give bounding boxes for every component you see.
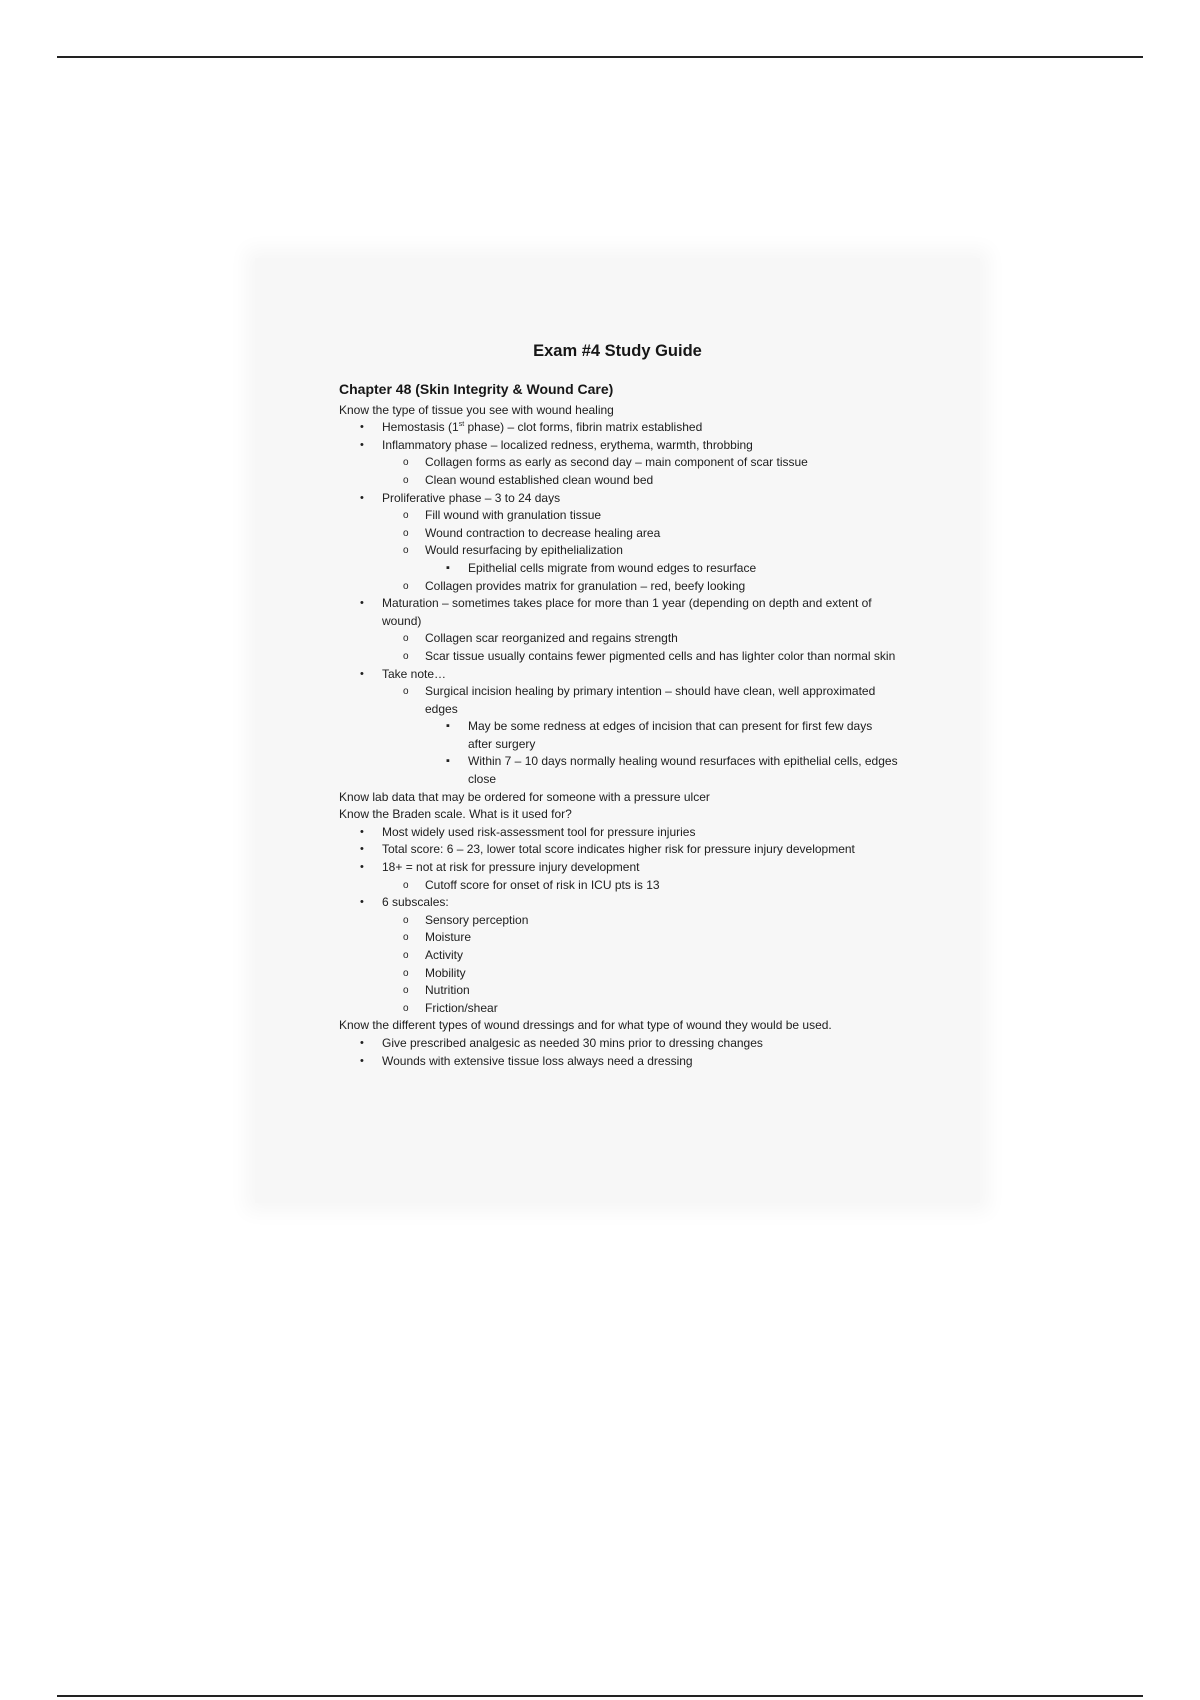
list-item [339, 454, 899, 472]
bullet-icon: o [403, 985, 409, 997]
line-text: Within 7 – 10 days normally healing wound resurfaces with epithelial cells, edges close [468, 754, 898, 787]
line-text: Clean wound established clean wound bed [425, 472, 654, 487]
bullet-icon: o [403, 545, 409, 557]
list-item [339, 965, 899, 983]
prompt-line [339, 789, 899, 807]
bullet-icon: • [360, 1054, 364, 1067]
list-item [339, 877, 899, 895]
bullet-icon: • [360, 825, 364, 838]
line-text: Collagen provides matrix for granulation – red, beefy looking [425, 578, 746, 593]
bullet-icon: o [403, 650, 409, 662]
list-item [339, 437, 899, 455]
bullet-icon: o [403, 686, 409, 698]
scanned-page [255, 258, 980, 1203]
list-item [339, 630, 899, 648]
list-item [339, 525, 899, 543]
line-text: Cutoff score for onset of risk in ICU pts is 13 [425, 877, 660, 892]
line-text: Collagen scar reorganized and regains strength [425, 631, 678, 646]
list-item [339, 542, 899, 560]
bullet-icon: o [403, 580, 409, 592]
list-item [339, 578, 899, 596]
bullet-icon: o [403, 510, 409, 522]
bullet-icon: o [403, 1002, 409, 1014]
list-item [339, 1000, 899, 1018]
list-item [339, 683, 899, 718]
bullet-icon: o [403, 633, 409, 645]
line-text: Nutrition [425, 983, 470, 998]
bullet-icon: o [403, 914, 409, 926]
line-text: Know lab data that may be ordered for someone with a pressure ulcer [339, 789, 710, 804]
list-item [339, 894, 899, 912]
line-text: Give prescribed analgesic as needed 30 mins prior to dressing changes [382, 1035, 763, 1050]
line-text: Mobility [425, 965, 466, 980]
list-item [339, 507, 899, 525]
prompt-line [339, 806, 899, 824]
bullet-icon: o [403, 932, 409, 944]
line-text: Activity [425, 948, 464, 962]
bottom-rule [57, 1695, 1143, 1697]
line-text: Would resurfacing by epithelialization [425, 543, 623, 558]
top-rule [57, 56, 1143, 58]
line-text: Collagen forms as early as second day – main component of scar tissue [425, 455, 808, 470]
study-guide-list [339, 402, 899, 1071]
list-item [339, 824, 899, 842]
line-text: Take note… [382, 666, 447, 681]
line-text: 18+ = not at risk for pressure injury development [382, 860, 640, 875]
line-text: Scar tissue usually contains fewer pigmented cells and has lighter color than normal skin [425, 648, 896, 663]
line-text: Know the Braden scale. What is it used for? [339, 807, 572, 822]
list-item [339, 472, 899, 490]
list-item [339, 595, 899, 630]
line-text: 6 subscales: [382, 895, 449, 910]
prompt-line [339, 402, 899, 420]
line-text: May be some redness at edges of incision that can present for first few days after surgery [468, 719, 873, 751]
line-text: Know the type of tissue you see with wound healing [339, 402, 614, 417]
bullet-icon: • [360, 597, 364, 610]
list-item [339, 1053, 899, 1071]
list-item [339, 490, 899, 508]
line-text: Maturation – sometimes takes place for more than 1 year (depending on depth and extent of wound) [382, 596, 872, 628]
list-item [339, 1035, 899, 1053]
line-text: Proliferative phase – 3 to 24 days [382, 490, 561, 505]
line-text: Wounds with extensive tissue loss always need a dressing [382, 1053, 693, 1068]
prompt-line [339, 1017, 899, 1035]
line-text: Know the different types of wound dressings and for what type of wound they would be used. [339, 1018, 832, 1033]
bullet-icon: o [403, 879, 409, 891]
bullet-icon: • [360, 491, 364, 504]
line-text: Wound contraction to decrease healing area [425, 525, 661, 540]
document-body [339, 381, 899, 1070]
line-text: Total score: 6 – 23, lower total score indicates higher risk for pressure injury development [382, 842, 855, 857]
list-item [339, 859, 899, 877]
line-text: Fill wound with granulation tissue [425, 508, 602, 523]
bullet-icon: • [360, 843, 364, 856]
line-text: Surgical incision healing by primary intention – should have clean, well approximated edges [425, 684, 876, 716]
list-item [339, 718, 899, 753]
bullet-icon: ▪ [446, 561, 450, 574]
list-item [339, 929, 899, 947]
list-item [339, 947, 899, 965]
list-item [339, 648, 899, 666]
bullet-icon: • [360, 896, 364, 909]
bullet-icon: ▪ [446, 755, 450, 768]
list-item [339, 753, 899, 788]
document-title: Exam #4 Study Guide [533, 342, 702, 360]
bullet-icon: • [360, 421, 364, 434]
bullet-icon: ▪ [446, 720, 450, 733]
bullet-icon: o [403, 967, 409, 979]
bullet-icon: • [360, 438, 364, 451]
line-text: Moisture [425, 930, 472, 945]
line-text: Friction/shear [425, 1000, 498, 1015]
line-text: Most widely used risk-assessment tool for pressure injuries [382, 824, 696, 839]
bullet-icon: o [403, 457, 409, 469]
list-item [339, 666, 899, 684]
list-item [339, 560, 899, 578]
list-item [339, 419, 899, 437]
list-item [339, 912, 899, 930]
bullet-icon: o [403, 474, 409, 486]
line-text: Epithelial cells migrate from wound edges to resurface [468, 560, 757, 575]
bullet-icon: • [360, 667, 364, 680]
line-text: Sensory perception [425, 912, 529, 927]
bullet-icon: o [403, 527, 409, 539]
bullet-icon: • [360, 1036, 364, 1049]
bullet-icon: o [403, 950, 409, 961]
line-text: Hemostasis (1st phase) – clot forms, fibrin matrix established [382, 420, 703, 435]
chapter-heading: Chapter 48 (Skin Integrity & Wound Care) [339, 381, 614, 397]
line-text: Inflammatory phase – localized redness, erythema, warmth, throbbing [382, 437, 753, 452]
list-item [339, 982, 899, 1000]
bullet-icon: • [360, 861, 364, 874]
list-item [339, 841, 899, 859]
